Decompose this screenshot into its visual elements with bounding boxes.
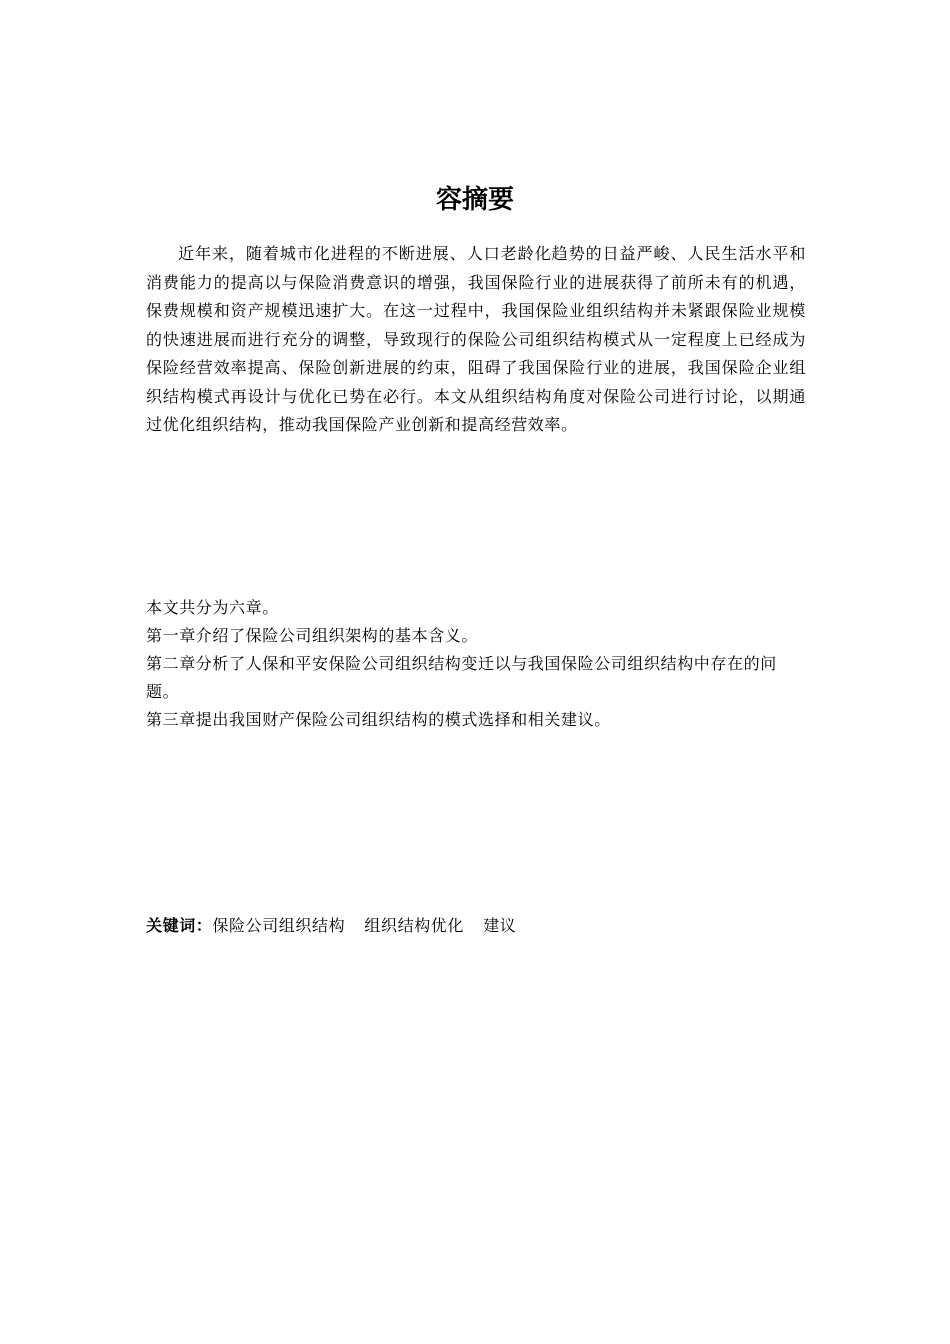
page-title: 容摘要 bbox=[435, 185, 514, 215]
chapter-line: 第二章分析了人保和平安保险公司组织结构变迁以与我国保险公司组织结构中存在的问题。 bbox=[146, 654, 777, 701]
keyword-item: 组织结构优化 bbox=[364, 916, 465, 935]
keyword-item: 建议 bbox=[483, 916, 517, 935]
abstract-paragraph: 近年来，随着城市化进程的不断进展、人口老龄化趋势的日益严峻、人民生活水平和消费能力的提高以与保险消费意识的增强，我国保险行业的进展获得了前所未有的机遇，保费规模和资产规模迅速扩大。在这一过程中，我国保险业组织结构并未紧跟保险业规模的快速进展而进行充分的调整，导致现行的保险公司组织结构模式从一定程度上已经成为保险经营效率提高、保险创新进展的约束，阻碍了我国保险行业的进展，我国保险企业组织结构模式再设计与优化已势在必行。本文从组织结构角度对保险公司进行讨论，以期通过优化组织结构，推动我国保险产业创新和提高经营效率。 bbox=[146, 244, 806, 434]
keyword-item: 保险公司组织结构 bbox=[212, 916, 346, 935]
keywords-label: 关键词： bbox=[146, 916, 213, 935]
chapter-line: 第一章介绍了保险公司组织架构的基本含义。 bbox=[146, 626, 479, 645]
chapter-list bbox=[146, 594, 806, 734]
chapter-line: 本文共分为六章。 bbox=[146, 598, 279, 617]
keywords-line bbox=[146, 912, 806, 940]
chapter-line: 第三章提出我国财产保险公司组织结构的模式选择和相关建议。 bbox=[146, 710, 611, 729]
